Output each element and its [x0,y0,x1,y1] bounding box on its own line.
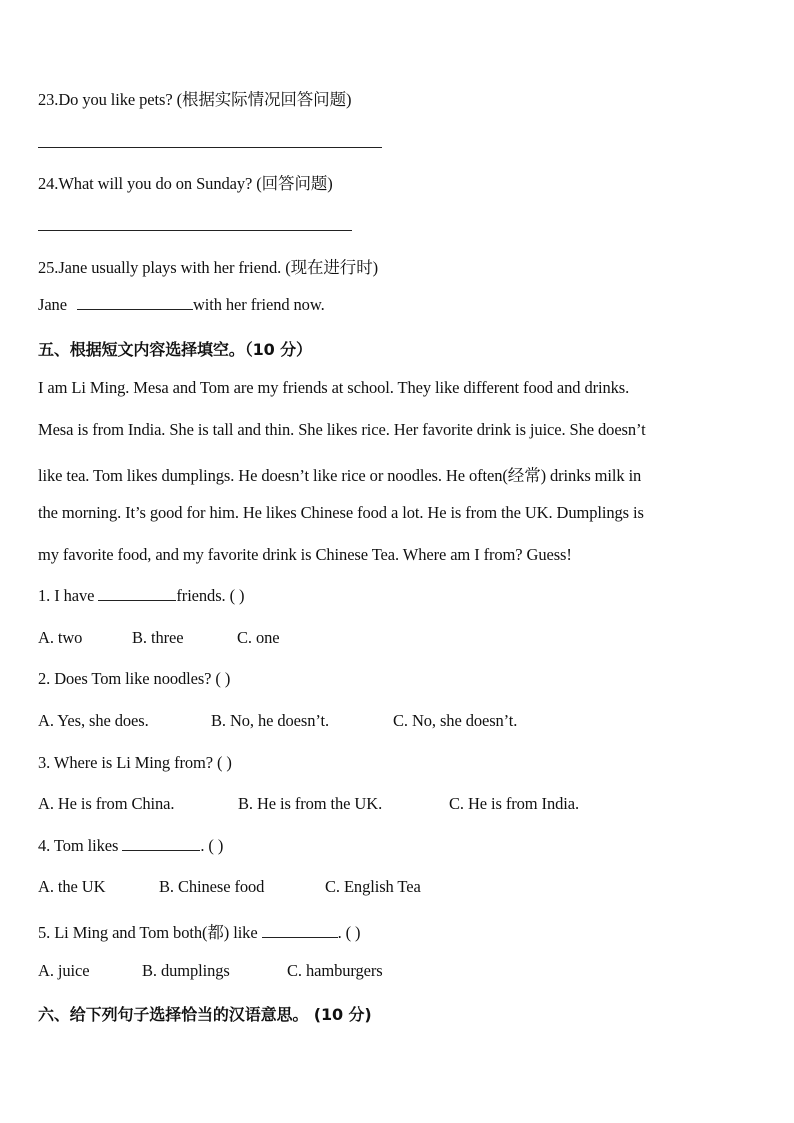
answer-blank-25[interactable] [77,295,193,310]
question-23 [38,86,351,110]
answer-blank-5[interactable] [262,923,338,938]
question-5 [38,919,360,943]
q4-option-a[interactable]: A. the UK [38,877,106,896]
question-23-text: Do you like pets? (根据实际情况回答问题) [58,90,352,109]
answer-suffix: with her friend now. [192,295,325,314]
question-3 [38,753,232,773]
answer-blank-1[interactable] [98,586,176,601]
question-1-stem: 1. I have [38,586,95,605]
question-1 [38,586,244,606]
q1-option-b[interactable]: B. three [132,628,184,647]
q2-option-a[interactable]: A. Yes, she does. [38,711,149,730]
question-24-number: 24. [38,174,59,193]
q5-option-a[interactable]: A. juice [38,961,90,980]
passage-line-5: my favorite food, and my favorite drink is Chinese Tea. Where am I from? Guess! [38,545,572,564]
question-4-stem-end: . ( ) [200,836,224,855]
q1-option-a[interactable]: A. two [38,628,83,647]
section-6-heading: 六、给下列句子选择恰当的汉语意思。 (10 分) [38,1005,372,1024]
question-4-stem: 4. Tom likes [38,836,119,855]
question-25 [38,254,378,278]
question-2 [38,669,230,689]
answer-line-24[interactable] [38,230,352,231]
question-25-text: Jane usually plays with her friend. (现在进行时) [58,258,379,277]
passage-line-3: like tea. Tom likes dumplings. He doesn’t like rice or noodles. He often(经常) drinks milk in [38,466,642,485]
answer-blank-4[interactable] [122,836,200,851]
question-4 [38,836,223,856]
passage-line-2: Mesa is from India. She is tall and thin. She likes rice. Her favorite drink is juice. She doesn’t [38,420,646,439]
q1-option-c[interactable]: C. one [237,628,280,647]
question-2-stem: 2. Does Tom like noodles? ( ) [38,669,231,688]
question-25-answer [38,295,325,315]
q2-option-b[interactable]: B. No, he doesn’t. [211,711,329,730]
answer-line-23[interactable] [38,147,382,148]
q3-option-c[interactable]: C. He is from India. [449,794,579,813]
question-23-number: 23. [38,90,59,109]
passage-line-4: the morning. It’s good for him. He likes Chinese food a lot. He is from the UK. Dumplings is [38,503,644,522]
question-5-stem: 5. Li Ming and Tom both(都) like [38,923,258,942]
answer-prefix: Jane [38,295,67,314]
q5-option-c[interactable]: C. hamburgers [287,961,383,980]
q4-option-b[interactable]: B. Chinese food [159,877,265,896]
question-5-stem-end: . ( ) [337,923,361,942]
q2-option-c[interactable]: C. No, she doesn’t. [393,711,518,730]
q5-option-b[interactable]: B. dumplings [142,961,230,980]
q3-option-b[interactable]: B. He is from the UK. [238,794,383,813]
passage-line-1: I am Li Ming. Mesa and Tom are my friends at school. They like different food and drinks. [38,378,630,397]
question-1-stem-end: friends. ( ) [176,586,245,605]
question-25-number: 25. [38,258,59,277]
question-24-text: What will you do on Sunday? (回答问题) [58,174,333,193]
section-5-heading: 五、根据短文内容选择填空。（10 分） [38,340,312,359]
question-24 [38,170,333,194]
q4-option-c[interactable]: C. English Tea [325,877,421,896]
q3-option-a[interactable]: A. He is from China. [38,794,175,813]
question-3-stem: 3. Where is Li Ming from? ( ) [38,753,232,772]
